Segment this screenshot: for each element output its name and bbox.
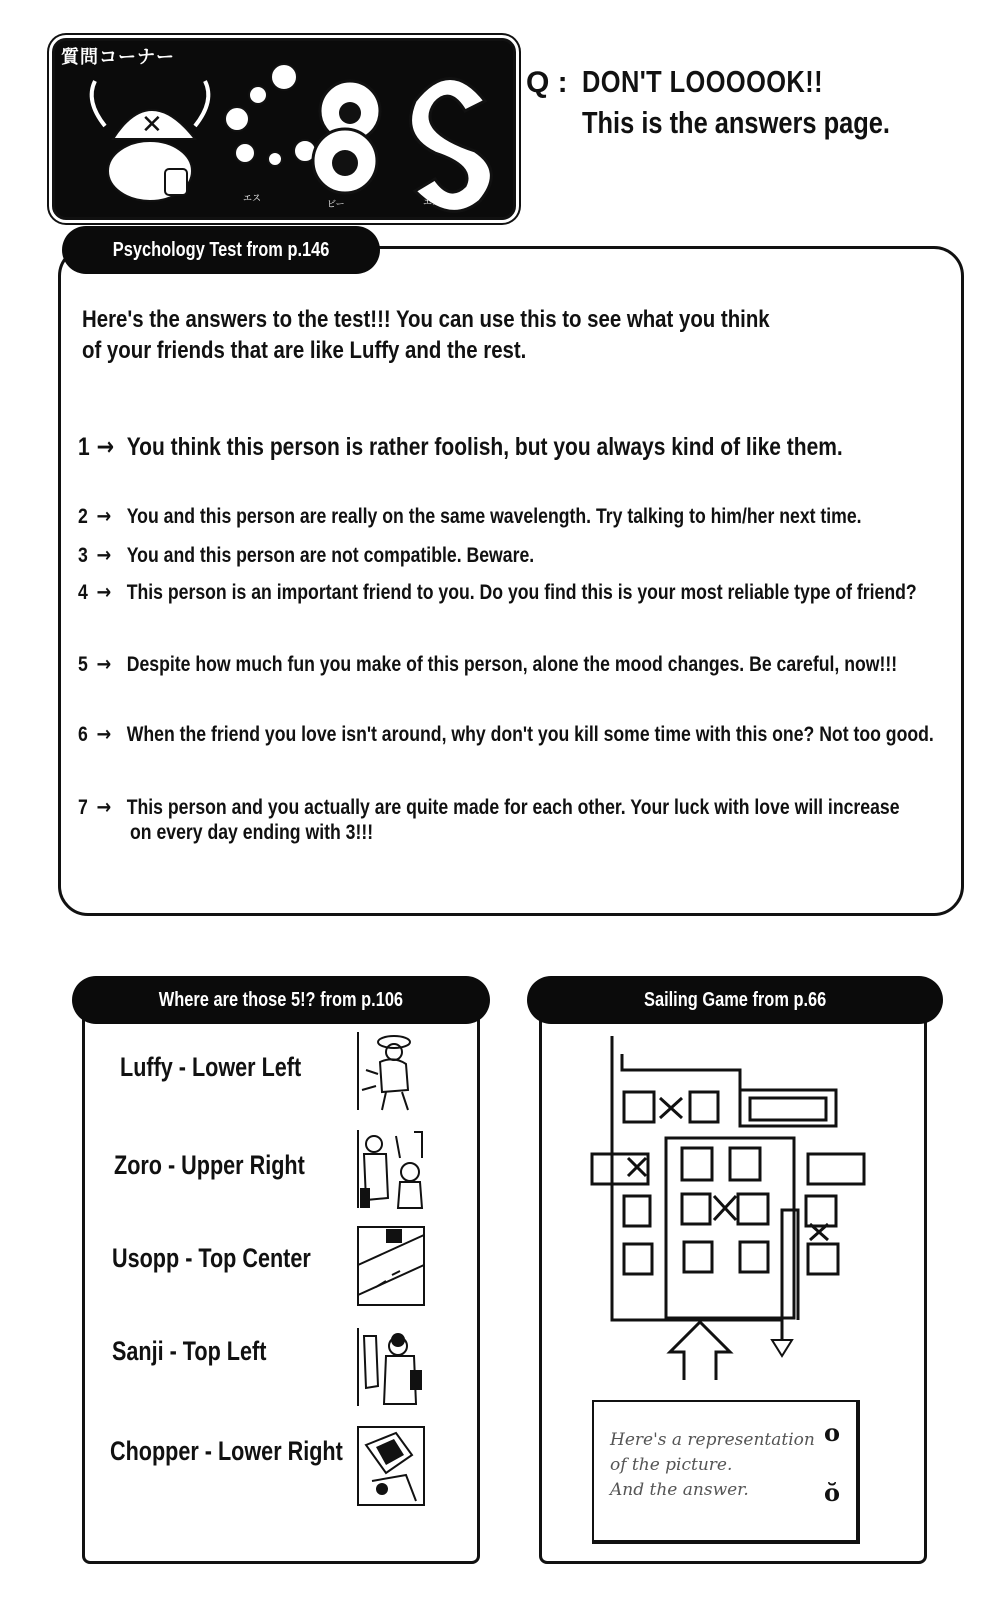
answer-3: [78, 543, 534, 568]
sanji-thumbnail: [356, 1326, 426, 1408]
where-item-luffy: Luffy - Lower Left: [120, 1052, 302, 1082]
answer-number: 2: [78, 505, 88, 528]
answer-6: [78, 722, 934, 747]
logo-kana-3: エス: [423, 198, 442, 208]
logo-japanese-title: 質問コーナー: [61, 47, 175, 68]
arrow-icon: →: [96, 543, 112, 567]
answer-number: 7: [78, 796, 88, 819]
question-line-2: This is the answers page.: [582, 105, 890, 140]
intro-line-1: Here's the answers to the test!!! You can use this to see what you think: [82, 306, 770, 333]
answer-text: You think this person is rather foolish, but you always kind of like them.: [126, 433, 843, 461]
arrow-icon: →: [96, 652, 112, 676]
answer-text: When the friend you love isn't around, why don't you kill some time with this one? Not too good.: [126, 723, 934, 746]
where-title-pill: [72, 976, 490, 1024]
arrow-icon: →: [96, 580, 112, 604]
answer-number: 6: [78, 723, 88, 746]
where-title: Where are those 5!? from p.106: [158, 988, 404, 1011]
answer-4: [78, 580, 917, 605]
where-item-chopper: Chopper - Lower Right: [110, 1436, 343, 1466]
sailing-note: [610, 1428, 815, 1503]
answer-number: 1: [78, 433, 90, 461]
answer-7-continued: on every day ending with 3!!!: [130, 821, 374, 844]
answer-text: You and this person are really on the same wavelength. Try talking to him/her next time.: [126, 505, 862, 528]
answer-text: This person and you actually are quite made for each other. Your luck with love will increase: [126, 796, 900, 819]
arrow-icon: →: [96, 795, 112, 819]
arrow-icon: →: [96, 504, 112, 528]
answer-number: 5: [78, 653, 88, 676]
zoro-thumbnail: [356, 1128, 426, 1210]
where-item-zoro: Zoro - Upper Right: [114, 1150, 305, 1180]
answer-text: You and this person are not compatible. Beware.: [126, 544, 535, 567]
intro-line-2: of your friends that are like Luffy and the rest.: [82, 337, 527, 364]
answer-2: [78, 504, 862, 529]
arrow-icon: →: [96, 722, 112, 746]
note-line-1: Here's a representation: [610, 1430, 815, 1450]
question-label: Q :: [526, 66, 568, 99]
psychology-title-pill: [62, 226, 380, 274]
sbs-logo: [52, 38, 516, 220]
answer-text: Despite how much fun you make of this person, alone the mood changes. Be careful, now!!!: [126, 653, 898, 676]
question-line-1: DON'T LOOOOOK!!: [582, 64, 823, 99]
note-marker-top: o: [824, 1418, 841, 1447]
answer-1: [78, 432, 843, 462]
psychology-intro: [82, 304, 881, 366]
svg-text:✕: ✕: [141, 110, 163, 140]
luffy-thumbnail: [356, 1030, 426, 1112]
note-line-2: of the picture.: [610, 1455, 733, 1475]
answer-number: 4: [78, 581, 88, 604]
answer-number: 3: [78, 544, 88, 567]
logo-kana-1: エス: [243, 194, 262, 204]
answer-5: [78, 652, 897, 677]
note-line-3: And the answer.: [610, 1480, 749, 1500]
chopper-thumbnail: [356, 1425, 426, 1507]
arrow-icon: →: [96, 432, 115, 461]
note-marker-bottom: ŏ: [824, 1478, 841, 1507]
usopp-thumbnail: [356, 1225, 426, 1307]
answer-7: [78, 795, 900, 820]
logo-kana-2: ビー: [327, 200, 345, 210]
sailing-game-grid: [590, 1030, 880, 1400]
sailing-title-pill: [527, 976, 943, 1024]
where-item-usopp: Usopp - Top Center: [112, 1243, 311, 1273]
answer-text: This person is an important friend to you. Do you find this is your most reliable type of friend?: [126, 581, 917, 604]
sailing-title: Sailing Game from p.66: [643, 988, 827, 1011]
psychology-title: Psychology Test from p.146: [112, 238, 330, 261]
where-item-sanji: Sanji - Top Left: [112, 1336, 267, 1366]
